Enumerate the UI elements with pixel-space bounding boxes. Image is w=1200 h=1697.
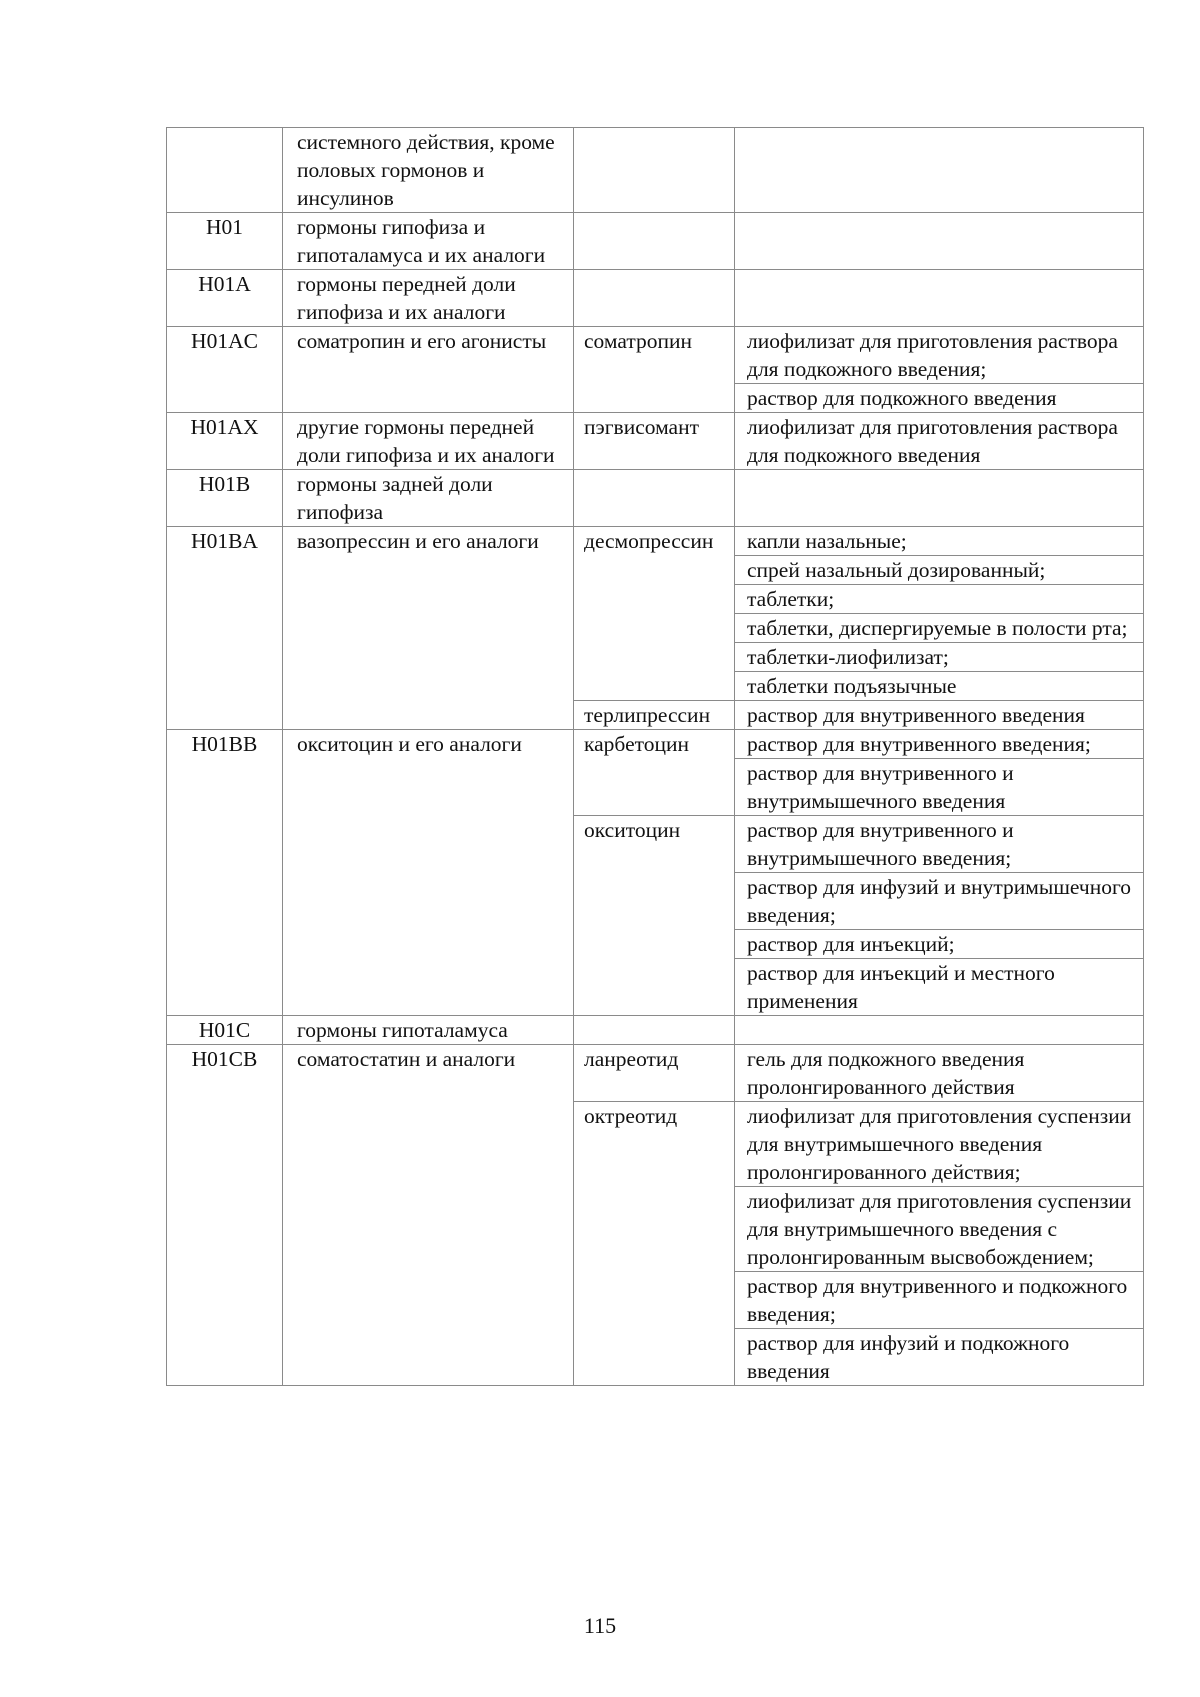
atc-code-cell: H01A bbox=[167, 270, 283, 327]
drug-name-cell bbox=[574, 470, 735, 527]
anatomical-therapeutic-group-cell: вазопрессин и его аналоги bbox=[283, 527, 574, 730]
dosage-form-item: раствор для внутривенного введения; bbox=[735, 730, 1143, 759]
dosage-forms-cell bbox=[735, 730, 1144, 816]
dosage-form-item: раствор для внутривенного и подкожного введения; bbox=[735, 1272, 1143, 1329]
atc-code-cell: H01BA bbox=[167, 527, 283, 730]
drug-name-cell bbox=[574, 1016, 735, 1045]
atc-code-cell: H01AC bbox=[167, 327, 283, 413]
anatomical-therapeutic-group-cell: окситоцин и его аналоги bbox=[283, 730, 574, 1016]
atc-code-cell: H01CB bbox=[167, 1045, 283, 1386]
dosage-form-item: раствор для подкожного введения bbox=[747, 386, 1057, 410]
table-row bbox=[167, 470, 1144, 527]
drug-name-cell: ланреотид bbox=[574, 1045, 735, 1102]
page-number: 115 bbox=[583, 1613, 617, 1638]
dosage-form-item: таблетки; bbox=[735, 585, 1143, 614]
anatomical-therapeutic-group-cell: соматостатин и аналоги bbox=[283, 1045, 574, 1386]
anatomical-therapeutic-group-cell: соматропин и его агонисты bbox=[283, 327, 574, 413]
dosage-form-item: раствор для инъекций и местного применения bbox=[747, 961, 1055, 1013]
dosage-form-item: гель для подкожного введения пролонгированного действия bbox=[747, 1047, 1025, 1099]
drug-classification-table bbox=[166, 127, 1144, 1386]
anatomical-therapeutic-group-cell: гормоны передней доли гипофиза и их аналоги bbox=[283, 270, 574, 327]
dosage-form-item: таблетки, диспергируемые в полости рта; bbox=[735, 614, 1143, 643]
anatomical-therapeutic-group-cell: гормоны гипофиза и гипоталамуса и их аналоги bbox=[283, 213, 574, 270]
drug-name-cell bbox=[574, 128, 735, 213]
dosage-forms-cell bbox=[735, 527, 1144, 701]
dosage-form-item: лиофилизат для приготовления раствора для подкожного введения bbox=[747, 415, 1118, 467]
drug-name-cell: соматропин bbox=[574, 327, 735, 413]
dosage-form-item: лиофилизат для приготовления суспензии для внутримышечного введения с пролонгированным высвобождением; bbox=[735, 1187, 1143, 1272]
table-row bbox=[167, 1045, 1144, 1102]
dosage-form-item: раствор для инфузий и подкожного введения bbox=[747, 1331, 1070, 1383]
anatomical-therapeutic-group-cell: другие гормоны передней доли гипофиза и их аналоги bbox=[283, 413, 574, 470]
dosage-form-item: раствор для инфузий и внутримышечного введения; bbox=[735, 873, 1143, 930]
dosage-form-item: раствор для инъекций; bbox=[735, 930, 1143, 959]
drug-name-cell: десмопрессин bbox=[574, 527, 735, 701]
dosage-forms-cell bbox=[735, 270, 1144, 327]
dosage-forms-cell bbox=[735, 1045, 1144, 1102]
dosage-forms-cell bbox=[735, 1016, 1144, 1045]
anatomical-therapeutic-group-cell: системного действия, кроме половых гормонов и инсулинов bbox=[283, 128, 574, 213]
atc-code-cell: H01B bbox=[167, 470, 283, 527]
drug-name-cell: окситоцин bbox=[574, 816, 735, 1016]
dosage-form-item: лиофилизат для приготовления суспензии для внутримышечного введения пролонгированного действия; bbox=[735, 1102, 1143, 1187]
table-row bbox=[167, 413, 1144, 470]
anatomical-therapeutic-group-cell: гормоны гипоталамуса bbox=[283, 1016, 574, 1045]
dosage-forms-cell bbox=[735, 128, 1144, 213]
dosage-form-item: спрей назальный дозированный; bbox=[735, 556, 1143, 585]
atc-code-cell: H01BB bbox=[167, 730, 283, 1016]
table-row bbox=[167, 327, 1144, 413]
dosage-forms-cell bbox=[735, 413, 1144, 470]
drug-name-cell: терлипрессин bbox=[574, 701, 735, 730]
drug-name-cell: карбетоцин bbox=[574, 730, 735, 816]
drug-name-cell: пэгвисомант bbox=[574, 413, 735, 470]
dosage-forms-cell bbox=[735, 327, 1144, 413]
dosage-forms-cell bbox=[735, 213, 1144, 270]
atc-code-cell bbox=[167, 128, 283, 213]
dosage-form-item: раствор для внутривенного введения bbox=[747, 703, 1085, 727]
table-row bbox=[167, 270, 1144, 327]
table-row bbox=[167, 1016, 1144, 1045]
table-row bbox=[167, 730, 1144, 816]
atc-code-cell: H01AX bbox=[167, 413, 283, 470]
table-row bbox=[167, 527, 1144, 701]
dosage-forms-cell bbox=[735, 701, 1144, 730]
atc-code-cell: H01C bbox=[167, 1016, 283, 1045]
dosage-form-item: таблетки-лиофилизат; bbox=[735, 643, 1143, 672]
drug-name-cell: октреотид bbox=[574, 1102, 735, 1386]
table-body bbox=[167, 128, 1144, 1386]
dosage-forms-cell bbox=[735, 1102, 1144, 1386]
drug-name-cell bbox=[574, 213, 735, 270]
dosage-form-item: раствор для внутривенного и внутримышечного введения; bbox=[735, 816, 1143, 873]
anatomical-therapeutic-group-cell: гормоны задней доли гипофиза bbox=[283, 470, 574, 527]
table-row bbox=[167, 213, 1144, 270]
dosage-forms-cell bbox=[735, 470, 1144, 527]
dosage-form-item: лиофилизат для приготовления раствора для подкожного введения; bbox=[735, 327, 1143, 384]
dosage-form-item: таблетки подъязычные bbox=[747, 674, 957, 698]
atc-code-cell: H01 bbox=[167, 213, 283, 270]
table-row bbox=[167, 128, 1144, 213]
drug-name-cell bbox=[574, 270, 735, 327]
dosage-form-item: раствор для внутривенного и внутримышечного введения bbox=[747, 761, 1014, 813]
dosage-forms-cell bbox=[735, 816, 1144, 1016]
dosage-form-item: капли назальные; bbox=[735, 527, 1143, 556]
